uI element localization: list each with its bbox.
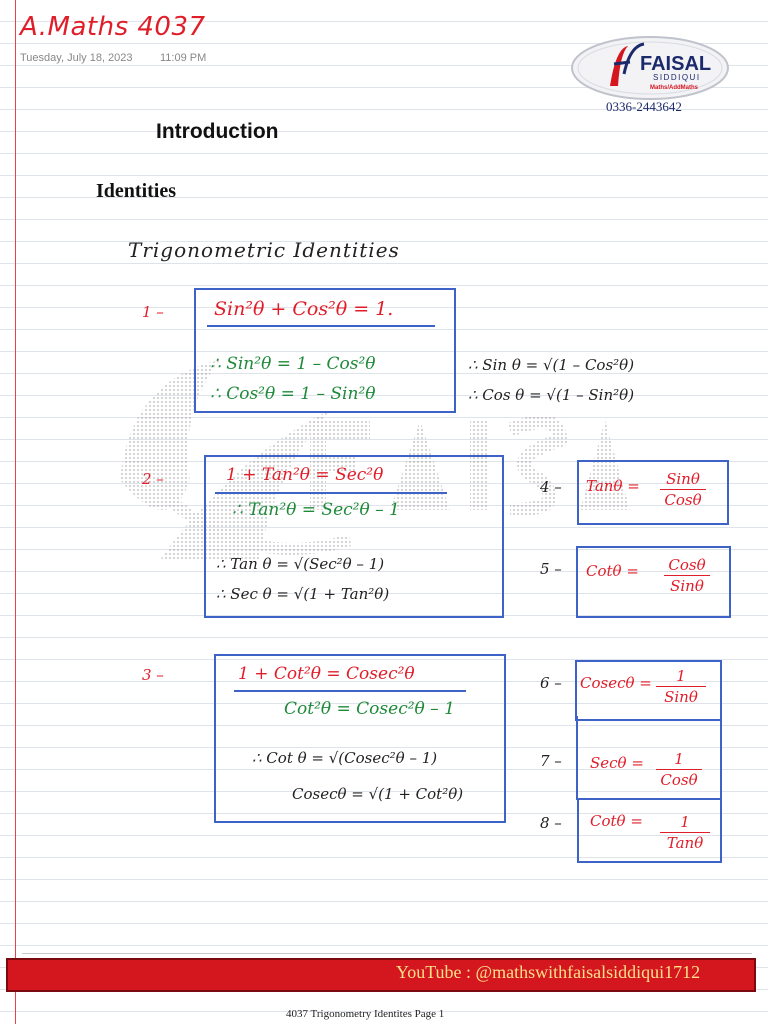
ratio-8-fraction-bar [660,832,710,833]
ratio-8-numerator: 1 [680,813,690,831]
identity-2-underline [215,492,447,494]
notebook-margin-line [15,0,16,1024]
footer-divider [22,953,752,954]
identity-2-root-2: ∴ Sec θ = √(1 + Tan²θ) [216,585,390,603]
logo-subname: SIDDIQUI [653,73,701,82]
ratio-4-number: 4 – [540,478,562,496]
identity-3-number: 3 – [142,666,164,684]
ratio-6-fraction-bar [656,686,706,687]
identity-2-root-1: ∴ Tan θ = √(Sec²θ – 1) [216,555,385,573]
identity-3-root-1: ∴ Cot θ = √(Cosec²θ – 1) [252,749,438,767]
ratio-4-numerator: Sinθ [666,470,700,488]
heading-introduction: Introduction [156,120,279,143]
identity-1-root-1: ∴ Sin θ = √(1 – Cos²θ) [468,356,635,374]
heading-trigonometric-identities: Trigonometric Identities [128,238,400,262]
identity-1-main: Sin²θ + Cos²θ = 1. [214,298,394,320]
ratio-7-lhs: Secθ = [590,754,644,772]
ratio-4-fraction [660,470,706,509]
faisal-siddiqui-logo [570,34,730,102]
page-date: Tuesday, July 18, 2023 [20,52,133,64]
ratio-8-fraction [660,813,710,852]
ratio-4-lhs: Tanθ = [586,477,640,495]
ratio-6-number: 6 – [540,674,562,692]
identity-1-underline [207,325,435,327]
identity-2-main: 1 + Tan²θ = Sec²θ [226,465,384,485]
identity-3-main: 1 + Cot²θ = Cosec²θ [238,664,415,684]
logo-tagline: Maths/AddMaths [650,85,698,91]
ratio-7-denominator: Cosθ [660,771,698,789]
page-time: 11:09 PM [160,52,207,64]
ratio-5-number: 5 – [540,560,562,578]
ratio-6-denominator: Sinθ [664,688,698,706]
identity-1-root-2: ∴ Cos θ = √(1 – Sin²θ) [468,386,635,404]
ratio-6-fraction [656,667,706,706]
ratio-4-denominator: Cosθ [664,491,702,509]
identity-2-number: 2 – [142,470,164,488]
heading-identities: Identities [96,180,176,202]
identity-3-derived-1: Cot²θ = Cosec²θ – 1 [284,699,455,719]
ratio-7-fraction [656,750,702,789]
page-title: A.Maths 4037 [20,12,206,42]
ratio-4-fraction-bar [660,489,706,490]
ratio-7-fraction-bar [656,769,702,770]
ratio-8-number: 8 – [540,814,562,832]
ratio-5-denominator: Sinθ [670,577,704,595]
logo-phone: 0336-2443642 [606,99,682,114]
ratio-5-numerator: Cosθ [668,556,706,574]
ratio-5-lhs: Cotθ = [586,562,639,580]
identity-3-root-2: Cosecθ = √(1 + Cot²θ) [292,785,464,803]
ratio-8-denominator: Tanθ [666,834,704,852]
ratio-8-lhs: Cotθ = [590,812,643,830]
identity-1-derived-2: ∴ Cos²θ = 1 – Sin²θ [210,384,376,404]
identity-1-number: 1 – [142,303,164,321]
ratio-7-numerator: 1 [674,750,684,768]
youtube-channel-link[interactable]: YouTube : @mathswithfaisalsiddiqui1712 [396,962,701,982]
ratio-6-numerator: 1 [676,667,686,685]
identity-1-derived-1: ∴ Sin²θ = 1 – Cos²θ [210,354,376,374]
identity-3-underline [234,690,466,692]
page-footer-label: 4037 Trigonometry Identites Page 1 [286,1008,445,1020]
ratio-6-lhs: Cosecθ = [580,674,652,692]
ratio-7-number: 7 – [540,752,562,770]
ratio-5-fraction-bar [664,575,710,576]
ratio-5-fraction [664,556,710,595]
identity-2-derived-1: ∴ Tan²θ = Sec²θ – 1 [232,500,400,520]
logo-name: FAISAL [640,53,712,75]
